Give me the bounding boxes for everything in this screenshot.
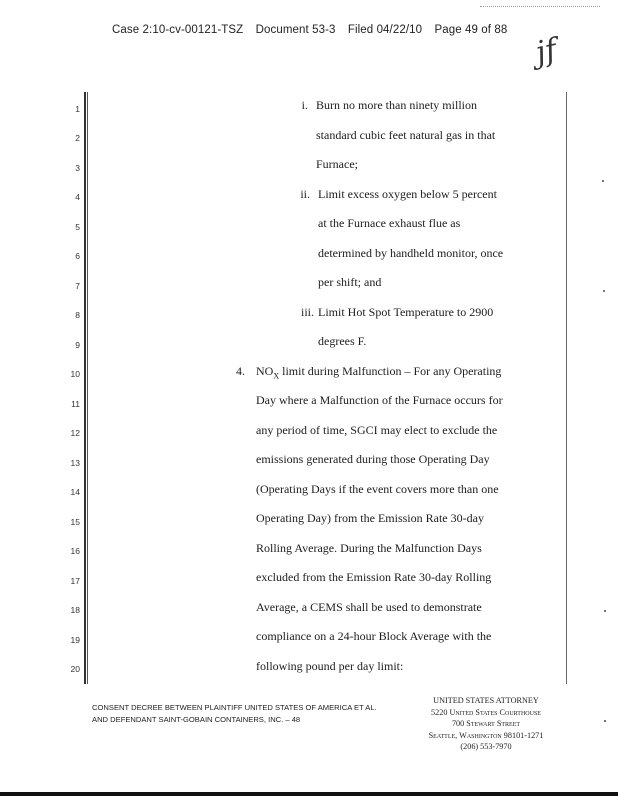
line-number: 18 (70, 605, 80, 615)
line-number: 20 (70, 664, 80, 674)
body-line: standard cubic feet natural gas in that (316, 128, 496, 142)
line-number: 8 (75, 310, 80, 320)
body-line: per shift; and (318, 275, 382, 289)
item-marker-iii: iii. (300, 305, 314, 319)
line-number: 12 (70, 428, 80, 438)
body-line: Furnace; (316, 157, 358, 171)
handwritten-initials: jf (532, 32, 560, 71)
page-indicator: Page 49 of 88 (434, 24, 508, 36)
nox-term: NO (256, 364, 274, 378)
left-margin-rule (84, 92, 86, 684)
body-line: Limit excess oxygen below 5 percent (318, 187, 497, 201)
line-number: 15 (70, 517, 80, 527)
footer-caption-line: CONSENT DECREE BETWEEN PLAINTIFF UNITED STATES OF AMERICA ET AL. (92, 703, 377, 712)
left-margin-rule-inner (87, 92, 88, 684)
line-number: 5 (75, 222, 80, 232)
body-line: Day where a Malfunction of the Furnace occurs for (256, 393, 503, 407)
footer-caption-line: AND DEFENDANT SAINT-GOBAIN CONTAINERS, INC. – 48 (92, 715, 301, 724)
document-number: Document 53-3 (255, 24, 336, 36)
body-line: Operating Day) from the Emission Rate 30-day (256, 511, 484, 525)
item-marker-i: i. (301, 98, 308, 112)
filed-date: Filed 04/22/10 (347, 24, 423, 36)
body-line: Rolling Average. During the Malfunction Days (256, 541, 482, 555)
body-line: determined by handheld monitor, once (318, 246, 504, 260)
body-line: Average, a CEMS shall be used to demonstrate (256, 600, 482, 614)
line-number: 13 (70, 458, 80, 468)
scan-speck (604, 720, 606, 722)
paragraph-first-line (256, 364, 501, 380)
address-line: Seattle, Washington 98101-1271 (428, 730, 544, 740)
phone-number: (206) 553-7970 (460, 742, 512, 751)
court-filing-header (112, 24, 516, 36)
body-line: excluded from the Emission Rate 30-day Rolling (256, 570, 492, 584)
body-line: (Operating Days if the event covers more than one (256, 482, 499, 496)
first-line-rest: limit during Malfunction – For any Operating (279, 364, 502, 378)
body-line: degrees F. (318, 334, 367, 348)
scan-speck (603, 290, 605, 292)
line-number: 17 (70, 576, 80, 586)
scan-speck (604, 610, 606, 612)
attorney-title: UNITED STATES ATTORNEY (433, 696, 539, 705)
scan-speck (602, 180, 604, 182)
body-line: Limit Hot Spot Temperature to 2900 (318, 305, 494, 319)
address-line: 700 Stewart Street (451, 719, 521, 728)
line-number: 3 (75, 163, 80, 173)
body-line: Burn no more than ninety million (316, 98, 477, 112)
address-line: 5220 United States Courthouse (431, 707, 541, 717)
scan-bottom-edge (0, 792, 618, 796)
case-number: Case 2:10-cv-00121-TSZ (112, 24, 244, 36)
right-margin-rule (566, 92, 567, 684)
body-line: emissions generated during those Operating Day (256, 452, 490, 466)
body-line: at the Furnace exhaust flue as (318, 216, 461, 230)
footer-caption (92, 702, 377, 726)
nox-subscript: X (273, 371, 280, 381)
line-number: 1 (75, 104, 80, 114)
paragraph-number: 4. (236, 364, 245, 378)
line-number: 19 (70, 635, 80, 645)
attorney-address-block (408, 695, 564, 753)
body-line: following pound per day limit: (256, 659, 404, 673)
line-number: 7 (75, 281, 80, 291)
scan-artifact-dots (480, 6, 600, 8)
line-number: 16 (70, 546, 80, 556)
line-number: 2 (75, 133, 80, 143)
line-number: 9 (75, 340, 80, 350)
item-marker-ii: ii. (300, 187, 310, 201)
line-number: 10 (70, 369, 80, 379)
body-line: compliance on a 24-hour Block Average with the (256, 629, 492, 643)
line-number: 4 (75, 192, 80, 202)
body-line: any period of time, SGCI may elect to exclude the (256, 423, 498, 437)
line-number: 6 (75, 251, 80, 261)
line-number: 14 (70, 487, 80, 497)
line-number: 11 (71, 399, 80, 409)
